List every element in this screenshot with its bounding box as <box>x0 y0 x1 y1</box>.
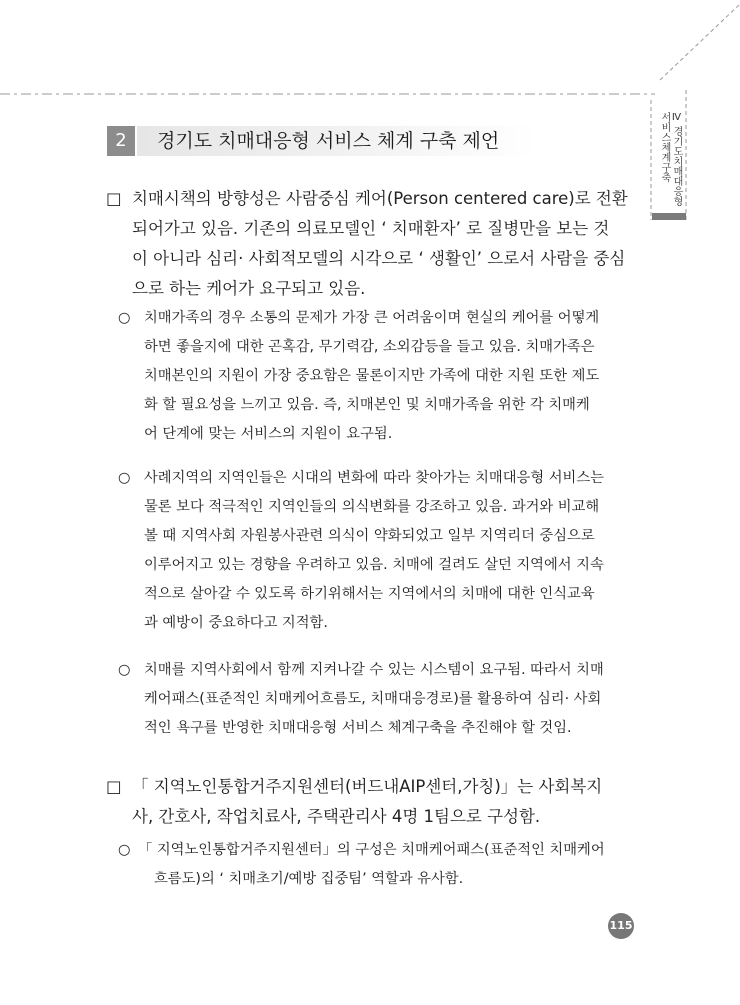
side-tab-chapter: Ⅳ 경기도치매대응형 <box>671 112 682 207</box>
paragraph-4 <box>118 656 658 743</box>
square-bullet-icon: □ <box>106 189 122 208</box>
side-tab-subtitle: 서비스체계구축 <box>659 112 670 182</box>
side-tab-bar <box>652 213 686 220</box>
circle-bullet-icon: ○ <box>118 470 131 486</box>
paragraph-line: 과 예방이 중요하다고 지적함. <box>144 615 328 631</box>
paragraph-line: 어 단계에 맞는 서비스의 지원이 요구됨. <box>144 426 393 442</box>
paragraph-line: 이루어지고 있는 경향을 우려하고 있음. 치매에 걸려도 살던 지역에서 지속 <box>144 557 604 573</box>
paragraph-line: □ 치매시책의 방향성은 사람중심 케어(Person centered care)로 전환 <box>106 184 646 214</box>
paragraph-line: 치매본인의 지원이 가장 중요함은 물론이지만 가족에 대한 지원 또한 제도 <box>144 368 600 384</box>
paragraph-line: ○ 「 지역노인통합거주지원센터」의 구성은 치매케어패스(표준적인 치매케어 <box>118 836 658 865</box>
section-header <box>107 126 537 156</box>
chapter-side-tab <box>652 100 686 220</box>
paragraph-line: 적인 욕구를 반영한 치매대응형 서비스 체계구축을 추진해야 할 것임. <box>144 720 572 736</box>
paragraph-line: 적으로 살아갈 수 있도록 하기위해서는 지역에서의 치매에 대한 인식교육 <box>144 586 595 602</box>
paragraph-6 <box>118 836 658 894</box>
page-number-badge: 115 <box>608 913 634 939</box>
paragraph-line: 흐름도)의 ‘ 치매초기/예방 집중팀’ 역할과 유사함. <box>154 871 464 887</box>
paragraph-line: 물론 보다 적극적인 지역인들의 의식변화를 강조하고 있음. 과거와 비교해 <box>144 499 600 515</box>
paragraph-line: 케어패스(표준적인 치매케어흐름도, 치매대응경로)를 활용하여 심리· 사회 <box>144 691 602 707</box>
paragraph-line: ○ 사례지역의 지역인들은 시대의 변화에 따라 찾아가는 치매대응형 서비스는 <box>118 464 658 493</box>
paragraph-line: 하면 좋을지에 대한 곤혹감, 무기력감, 소외감등을 들고 있음. 치매가족은 <box>144 339 595 355</box>
paragraph-1 <box>106 184 646 304</box>
section-title: 경기도 치매대응형 서비스 체계 구축 제언 <box>157 130 500 152</box>
paragraph-line: 볼 때 지역사회 자원봉사관련 의식이 약화되었고 일부 지역리더 중심으로 <box>144 528 595 544</box>
paragraph-3 <box>118 464 658 638</box>
paragraph-line: 사, 간호사, 작업치료사, 주택관리사 4명 1팀으로 구성함. <box>132 807 541 826</box>
paragraph-line: 화 할 필요성을 느끼고 있음. 즉, 치매본인 및 치매가족을 위한 각 치매케 <box>144 397 590 413</box>
paragraph-line: □ 「 지역노인통합거주지원센터(버드내AIP센터,가칭)」는 사회복지 <box>106 772 646 802</box>
section-number: 2 <box>107 126 135 156</box>
paragraph-5 <box>106 772 646 832</box>
square-bullet-icon: □ <box>106 777 122 796</box>
paragraph-line: ○ 치매를 지역사회에서 함께 지켜나갈 수 있는 시스템이 요구됨. 따라서 치매 <box>118 656 658 685</box>
circle-bullet-icon: ○ <box>118 842 131 858</box>
paragraph-line: ○ 치매가족의 경우 소통의 문제가 가장 큰 어려움이며 현실의 케어를 어떻게 <box>118 304 658 333</box>
circle-bullet-icon: ○ <box>118 310 131 326</box>
paragraph-line: 이 아니라 심리· 사회적모델의 시각으로 ‘ 생활인’ 으로서 사람을 중심 <box>132 249 626 268</box>
paragraph-line: 으로 하는 케어가 요구되고 있음. <box>132 279 366 298</box>
circle-bullet-icon: ○ <box>118 662 131 678</box>
paragraph-line: 되어가고 있음. 기존의 의료모델인 ‘ 치매환자’ 로 질병만을 보는 것 <box>132 219 610 238</box>
paragraph-2 <box>118 304 658 449</box>
